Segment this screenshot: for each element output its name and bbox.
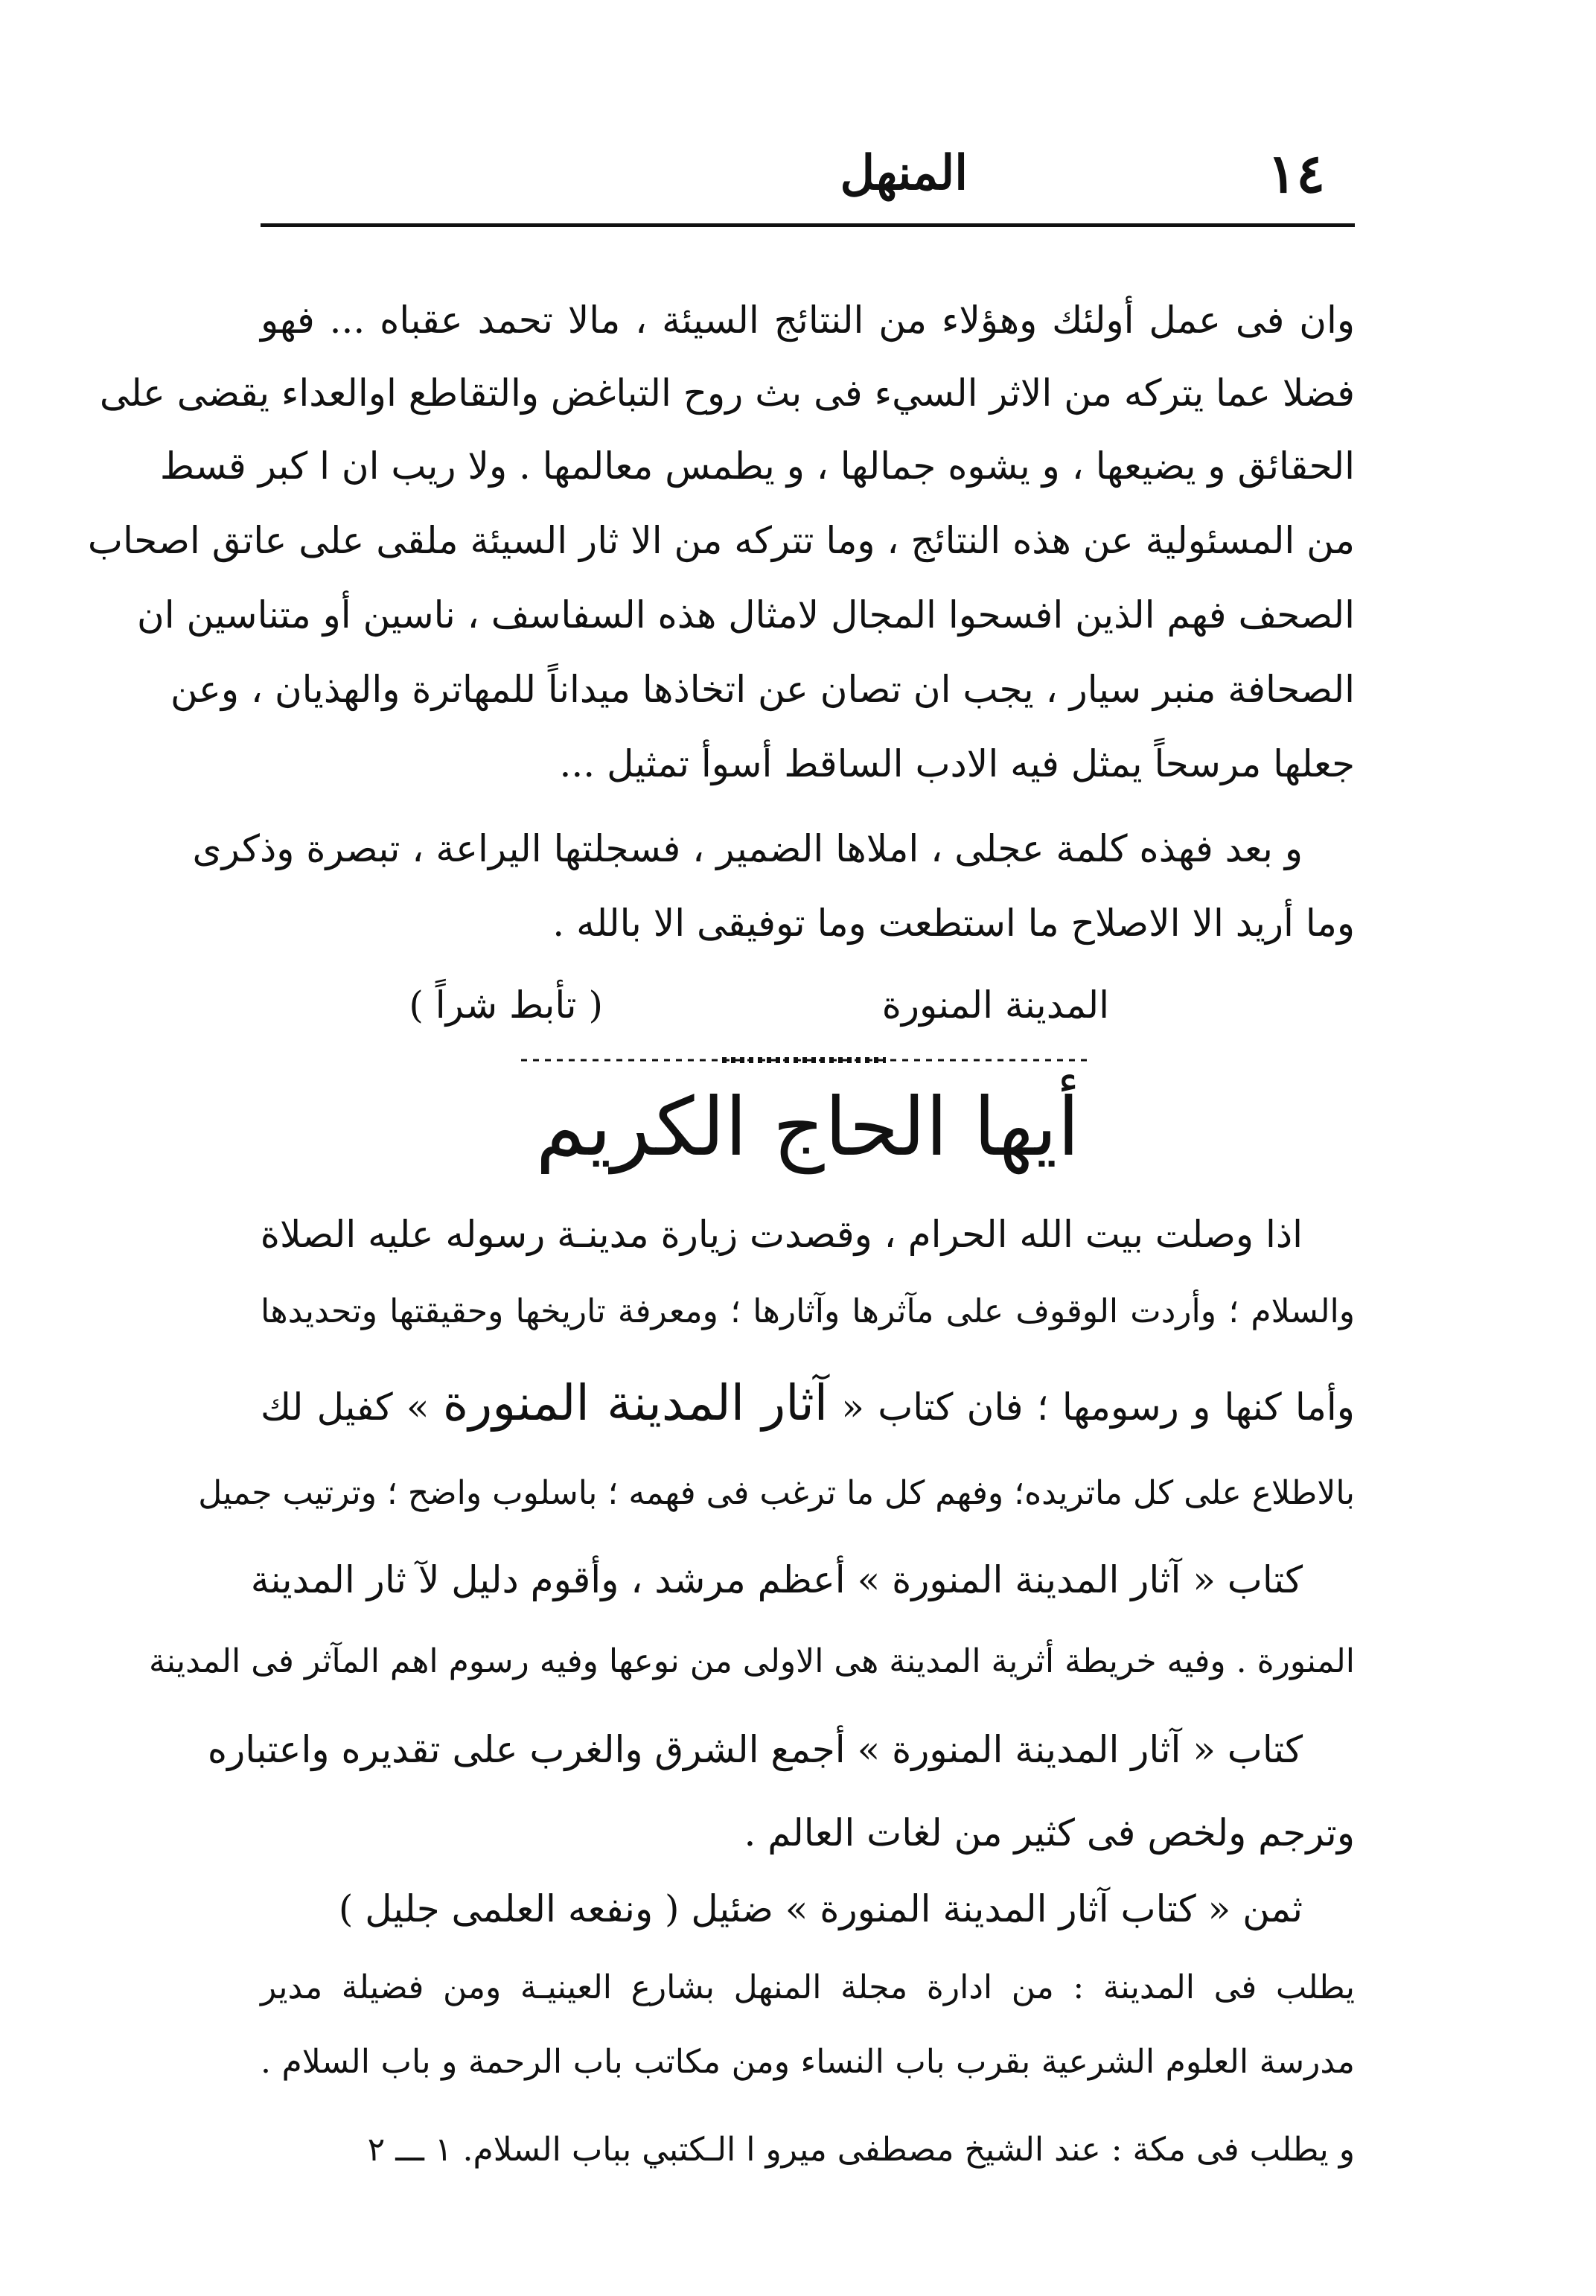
running-title: المنهل bbox=[840, 145, 968, 201]
ad-line: اذا وصلت بيت الله الحرام ، وقصدت زيارة مدينـة رسوله عليه الصلاة bbox=[260, 1213, 1303, 1256]
ad-heading: أيها الحاج الكريم bbox=[535, 1081, 1080, 1174]
article-line: الصحافة منبر سيار ، يجب ان تصان عن اتخاذها ميداناً للمهاترة والهذيان ، وعن bbox=[170, 668, 1355, 711]
signature-author: ( تأبط شراً ) bbox=[409, 983, 603, 1027]
ornamental-separator bbox=[521, 1056, 1087, 1065]
ad-line: مدرسة العلوم الشرعية بقرب باب النساء ومن مكاتب باب الرحمة و باب السلام . bbox=[261, 2043, 1355, 2081]
ad-line: يطلب فى المدينة : من ادارة مجلة المنهل بشارع العينيـة ومن فضيلة مدير bbox=[261, 1968, 1355, 2006]
ad-line: كتاب « آثار المدينة المنورة » أجمع الشرق والغرب على تقديره واعتباره bbox=[207, 1728, 1303, 1771]
signature-place: المدينة المنورة bbox=[881, 983, 1109, 1027]
ad-line: والسلام ؛ وأردت الوقوف على مآثرها وآثارها ؛ ومعرفة تاريخها وحقيقتها وتحديدها bbox=[261, 1292, 1355, 1330]
ad-line-end: » كفيل لك bbox=[261, 1385, 430, 1429]
closing-line: و بعد فهذه كلمة عجلى ، املاها الضمير ، فسجلتها اليراعة ، تبصرة وذكرى bbox=[192, 827, 1303, 870]
article-line: وان فى عمل أولئك وهؤلاء من النتائج السيئة ، مالا تحمد عقباه ... فهو bbox=[261, 299, 1355, 342]
page-number: ١٤ bbox=[1267, 141, 1325, 205]
article-line: الصحف فهم الذين افسحوا المجال لامثال هذه السفاسف ، ناسين أو متناسين ان bbox=[137, 593, 1355, 637]
closing-line: وما أريد الا الاصلاح ما استطعت وما توفيقى الا بالله . bbox=[552, 902, 1355, 945]
article-line: فضلا عما يتركه من الاثر السيء فى بث روح التباغض والتقاطع اوالعداء يقضى على bbox=[99, 371, 1355, 415]
ad-line: المنورة . وفيه خريطة أثرية المدينة هى الاولى من نوعها وفيه رسوم اهم المآثر فى المدينة bbox=[148, 1642, 1355, 1680]
running-header bbox=[261, 140, 1355, 207]
separator-dots bbox=[521, 1056, 1087, 1065]
article-line: الحقائق و يضيعها ، و يشوه جمالها ، و يطمس معالمها . ولا ريب ان ا كبر قسط bbox=[159, 444, 1355, 488]
book-title: آثار المدينة المنورة bbox=[442, 1374, 829, 1432]
signature bbox=[261, 968, 1355, 1042]
ad-line bbox=[261, 1362, 1355, 1444]
ad-line: بالاطلاع على كل ماتريده؛ وفهم كل ما ترغب فى فهمه ؛ باسلوب واضح ؛ وترتيب جميل bbox=[198, 1474, 1355, 1512]
ad-line: ثمن « كتاب آثار المدينة المنورة » ضئيل ( ونفعه العلمى جليل ) bbox=[338, 1887, 1303, 1930]
header-rule bbox=[261, 223, 1355, 227]
ad-line: و يطلب فى مكة : عند الشيخ مصطفى ميرو ا الـكتبي بباب السلام. ١ ـــ ٢ bbox=[367, 2131, 1355, 2169]
article-line: من المسئولية عن هذه النتائج ، وما تتركه من الا ثار السيئة ملقى على عاتق اصحاب bbox=[87, 519, 1355, 562]
ad-line: وترجم ولخص فى كثير من لغات العالم . bbox=[744, 1811, 1355, 1855]
ad-line-start: وأما كنها و رسومها ؛ فان كتاب « bbox=[841, 1385, 1355, 1429]
ad-line: كتاب « آثار المدينة المنورة » أعظم مرشد ، وأقوم دليل لآ ثار المدينة bbox=[250, 1558, 1303, 1601]
article-line: جعلها مرسحاً يمثل فيه الادب الساقط أسوأ تمثيل ... bbox=[559, 742, 1355, 785]
